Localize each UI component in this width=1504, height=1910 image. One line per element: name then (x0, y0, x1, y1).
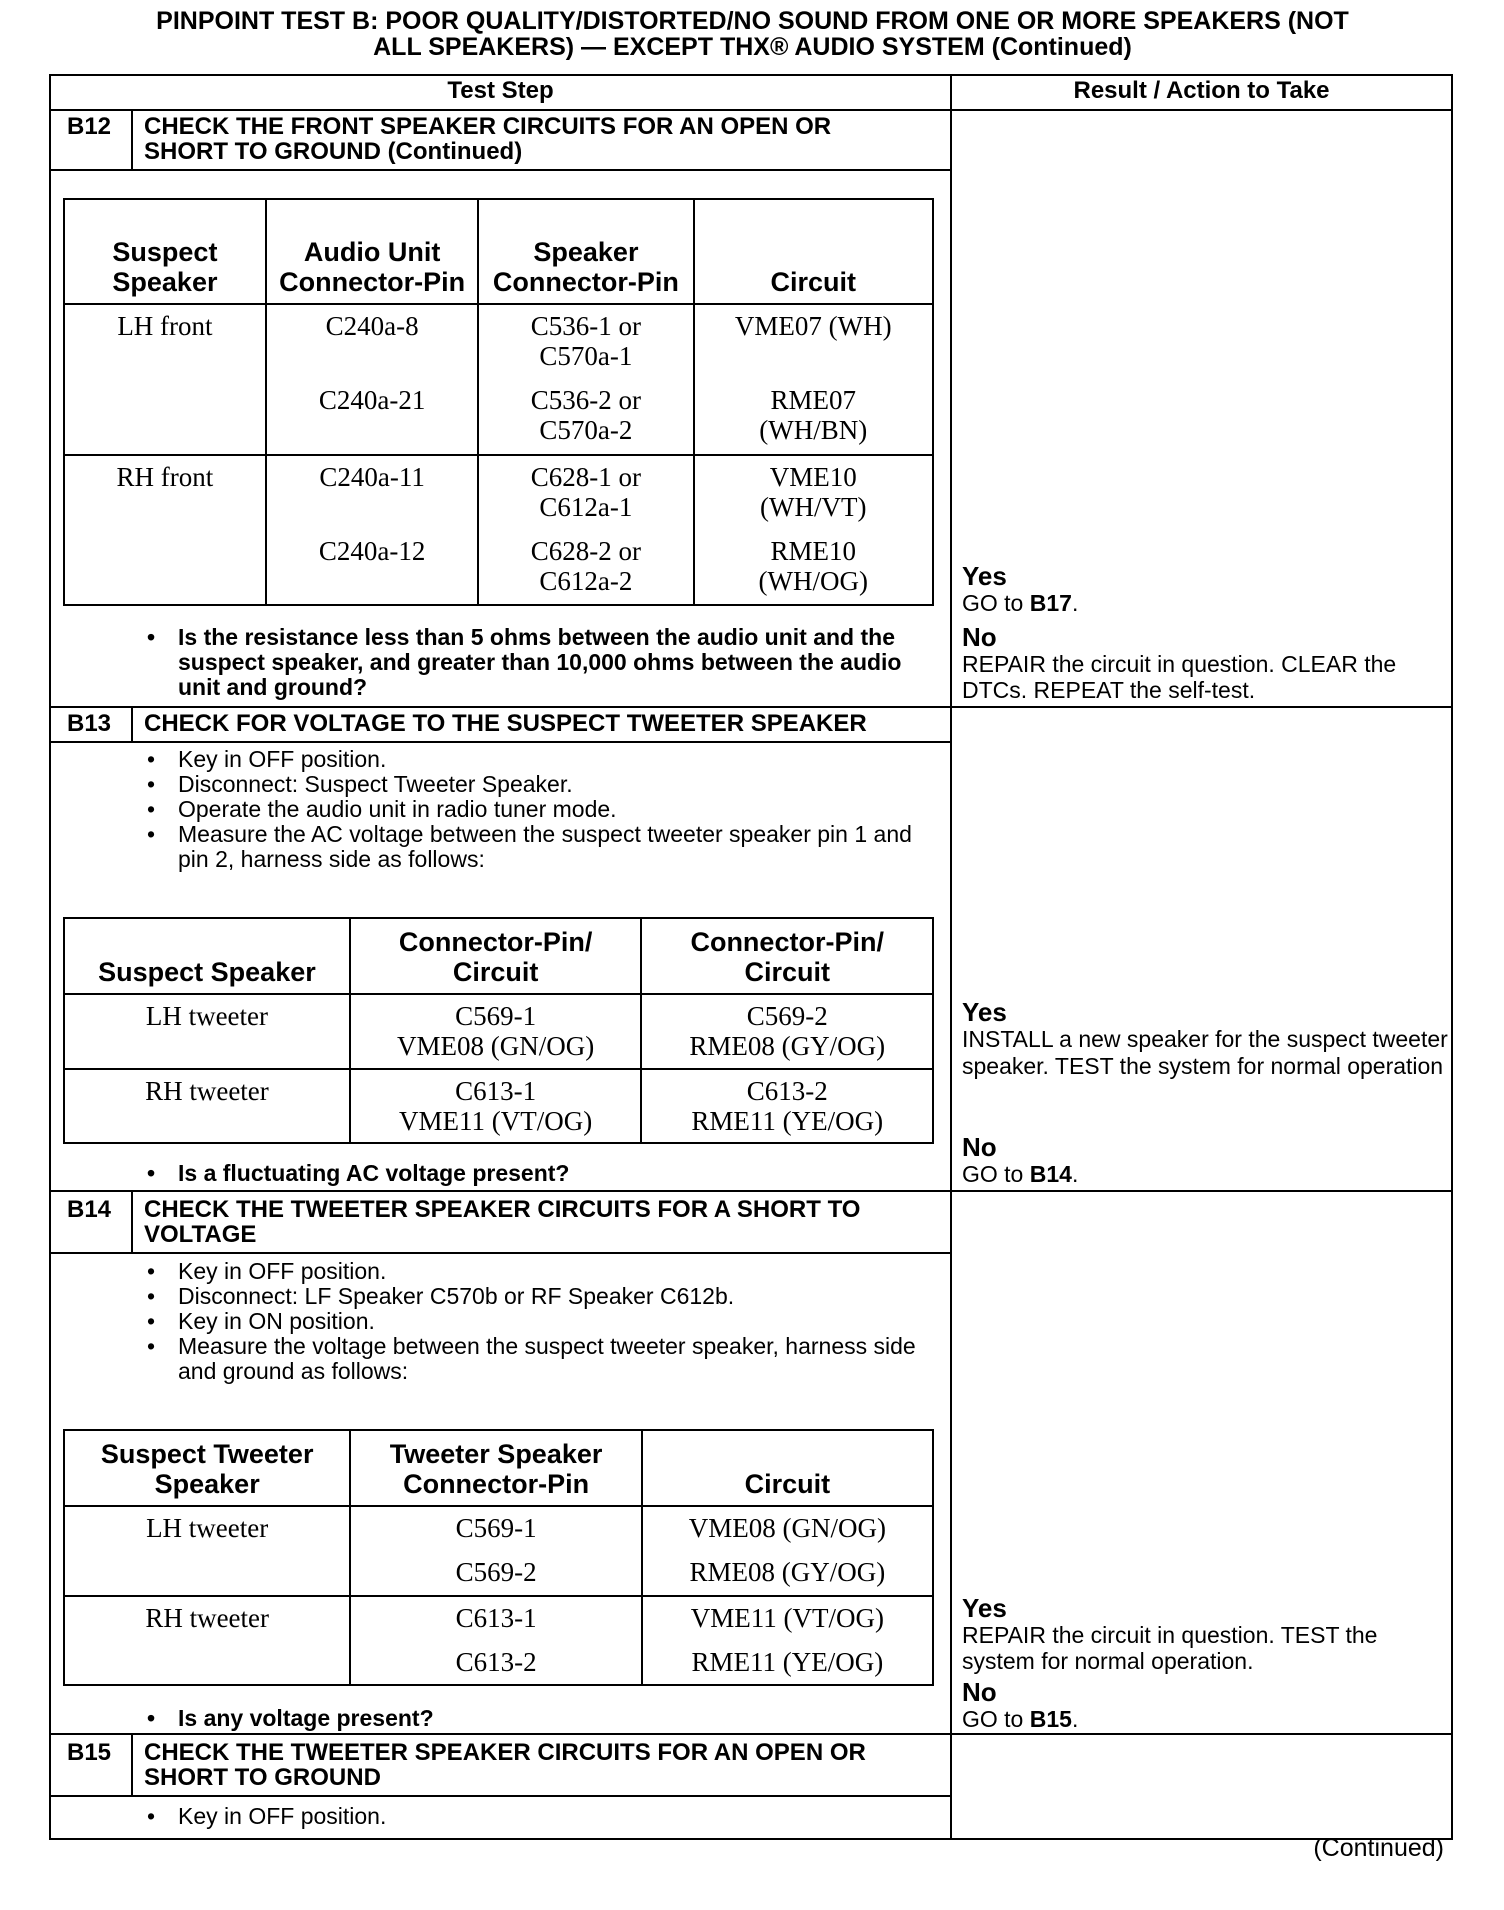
table-row (64, 1596, 933, 1686)
instruction-item: • Key in OFF position. (130, 1259, 920, 1284)
pin-cell (350, 1596, 642, 1686)
pin2-cell (641, 1069, 933, 1144)
header-test-step: Test Step (447, 77, 554, 104)
page-title-line-2: ALL SPEAKERS) — EXCEPT THX® AUDIO SYSTEM (Continued) (373, 33, 1132, 61)
table-border-right (1451, 74, 1453, 1840)
result-yes-text: REPAIR the circuit in question. TEST the system for normal operation. (962, 1622, 1378, 1674)
result-no-label: No (962, 1132, 997, 1162)
result-no-text: GO to B14. (962, 1161, 1079, 1187)
step-title-line-2: SHORT TO GROUND (144, 1764, 381, 1791)
pin1-cell (350, 1069, 642, 1144)
circuit: VME08 (GN/OG) (688, 1513, 887, 1543)
table-border-top (49, 74, 1453, 76)
step-instructions (130, 1804, 920, 1829)
col-header-suspect-speaker: Suspect Speaker (64, 918, 350, 994)
header-result: Result / Action to Take (1073, 77, 1330, 104)
page-title-line-1: PINPOINT TEST B: POOR QUALITY/DISTORTED/NO SOUND FROM ONE OR MORE SPEAKERS (NOT (156, 7, 1349, 35)
col-header-circuit: Circuit (642, 1430, 933, 1506)
connector-pin: C569-1 (455, 1001, 537, 1031)
result-yes-label: Yes (962, 561, 1007, 591)
table-row (64, 1506, 933, 1596)
instruction-item: • Key in ON position. (130, 1309, 920, 1334)
goto-b14-link[interactable]: B14 (1029, 1161, 1072, 1187)
step-instructions (130, 1259, 920, 1384)
table-row (64, 1069, 933, 1144)
no-action: GO to (962, 1706, 1024, 1732)
table-row (64, 455, 933, 606)
table-header-row (64, 199, 933, 304)
connector-pin: C569-2 (455, 1557, 537, 1587)
col-header-audio-unit-pin: Audio Unit Connector-Pin (266, 199, 478, 304)
circuit: RME08 (GY/OG) (689, 1557, 886, 1587)
circuit: VME11 (VT/OG) (690, 1602, 885, 1633)
step-title-line-1: CHECK THE TWEETER SPEAKER CIRCUITS FOR A SHORT TO (144, 1196, 861, 1223)
instruction-item: • Measure the AC voltage between the suspect tweeter speaker pin 1 and pin 2, harness side as follows: (130, 822, 920, 872)
instruction-item: • Measure the voltage between the suspect tweeter speaker, harness side and ground as follows: (130, 1334, 920, 1384)
pin-cell (350, 1506, 642, 1596)
speaker-cell: LH tweeter (64, 1506, 350, 1596)
speaker-pin-cell (478, 455, 693, 606)
audio-pin: C240a-8 (325, 311, 419, 341)
step-divider (49, 1733, 1453, 1735)
circuit-cell (642, 1596, 933, 1686)
result-no-text: REPAIR the circuit in question. CLEAR the DTCs. REPEAT the self-test. (962, 651, 1397, 703)
table-row (64, 994, 933, 1069)
table-border-bottom (49, 1838, 1453, 1840)
step-divider (49, 1190, 1453, 1192)
circuit: VME10 (WH/VT) (760, 461, 867, 522)
circuit: RME11 (YE/OG) (691, 1105, 884, 1136)
step-title (144, 1740, 866, 1790)
circuit: VME07 (WH) (734, 311, 892, 341)
step-title-divider (49, 741, 952, 743)
result-yes-text: GO to B17. (962, 590, 1079, 616)
step-id-divider (131, 109, 133, 171)
step-question: • Is any voltage present? (130, 1706, 920, 1731)
instruction-item: • Key in OFF position. (130, 1804, 920, 1829)
step-title-divider (49, 1252, 952, 1254)
speaker-cell: LH front (64, 304, 266, 455)
speaker-pin-cell (478, 304, 693, 455)
yes-action: GO to (962, 590, 1024, 616)
col-header-suspect-tweeter: Suspect Tweeter Speaker (64, 1430, 350, 1506)
goto-b15-link[interactable]: B15 (1029, 1706, 1072, 1732)
front-speaker-circuit-table (63, 198, 934, 606)
connector-pin: C613-1 (455, 1602, 537, 1633)
speaker-cell: RH front (64, 455, 266, 606)
header-divider (49, 109, 1453, 111)
step-id-divider (131, 1190, 133, 1254)
step-title-line-2: VOLTAGE (144, 1221, 257, 1248)
speaker-pin: C536-1 or C570a-1 (530, 311, 642, 371)
page-title (40, 8, 1465, 60)
table-row (64, 304, 933, 455)
circuit: RME07 (WH/BN) (759, 385, 868, 445)
col-header-connector-pin-circuit: Connector-Pin/ Circuit (641, 918, 933, 994)
instruction-item: • Disconnect: Suspect Tweeter Speaker. (130, 772, 920, 797)
step-id: B14 (67, 1196, 112, 1223)
step-title: CHECK FOR VOLTAGE TO THE SUSPECT TWEETER SPEAKER (144, 710, 867, 737)
col-header-speaker-pin: Speaker Connector-Pin (478, 199, 693, 304)
circuit: VME11 (VT/OG) (399, 1105, 593, 1136)
speaker-cell: RH tweeter (64, 1069, 350, 1144)
audio-pin-cell (266, 304, 478, 455)
circuit: RME08 (GY/OG) (689, 1031, 886, 1061)
step-id-divider (131, 1733, 133, 1797)
connector-pin: C613-2 (455, 1646, 537, 1677)
step-divider (49, 706, 1453, 708)
audio-pin-cell (266, 455, 478, 606)
tweeter-voltage-table (63, 917, 934, 1144)
circuit: RME11 (YE/OG) (691, 1646, 884, 1677)
connector-pin: C569-1 (455, 1513, 537, 1543)
column-divider (950, 74, 952, 1840)
audio-pin: C240a-11 (319, 461, 425, 492)
col-header-circuit: Circuit (694, 199, 934, 304)
col-header-suspect-speaker: Suspect Speaker (64, 199, 266, 304)
col-header-tweeter-pin: Tweeter Speaker Connector-Pin (350, 1430, 642, 1506)
step-id: B13 (67, 710, 112, 737)
audio-pin: C240a-12 (318, 535, 426, 566)
result-no-label: No (962, 1677, 997, 1707)
goto-b17-link[interactable]: B17 (1029, 590, 1072, 616)
speaker-cell: RH tweeter (64, 1596, 350, 1686)
speaker-cell: LH tweeter (64, 994, 350, 1069)
circuit-cell (642, 1506, 933, 1596)
connector-pin: C613-2 (746, 1075, 828, 1106)
result-no-text: GO to B15. (962, 1706, 1079, 1732)
circuit: RME10 (WH/OG) (758, 535, 868, 596)
step-instructions (130, 747, 920, 872)
circuit-cell (694, 304, 934, 455)
step-question: • Is a fluctuating AC voltage present? (130, 1161, 920, 1186)
step-title-line-1: CHECK THE FRONT SPEAKER CIRCUITS FOR AN OPEN OR (144, 113, 832, 140)
result-no-label: No (962, 622, 997, 652)
circuit: VME08 (GN/OG) (397, 1031, 595, 1061)
step-title-line-1: CHECK THE TWEETER SPEAKER CIRCUITS FOR AN OPEN OR (144, 1739, 866, 1766)
audio-pin: C240a-21 (318, 385, 426, 415)
connector-pin: C569-2 (746, 1001, 828, 1031)
step-id-divider (131, 706, 133, 743)
result-yes-label: Yes (962, 997, 1007, 1027)
result-yes-label: Yes (962, 1593, 1007, 1623)
table-border-left (49, 74, 51, 1840)
instruction-item: • Key in OFF position. (130, 747, 920, 772)
step-title-line-2: SHORT TO GROUND (Continued) (144, 138, 523, 165)
continued-note: (Continued) (1313, 1834, 1444, 1862)
speaker-pin: C628-1 or C612a-1 (530, 461, 642, 522)
table-header-row (64, 918, 933, 994)
step-id: B15 (67, 1739, 112, 1766)
step-title-divider (49, 1795, 952, 1797)
tweeter-short-table (63, 1429, 934, 1686)
instruction-item: • Disconnect: LF Speaker C570b or RF Speaker C612b. (130, 1284, 920, 1309)
step-title (144, 1197, 860, 1247)
step-title (144, 114, 831, 164)
speaker-pin: C536-2 or C570a-2 (530, 385, 642, 445)
speaker-pin: C628-2 or C612a-2 (530, 535, 642, 596)
pin1-cell (350, 994, 642, 1069)
circuit-cell (694, 455, 934, 606)
step-question: • Is the resistance less than 5 ohms between the audio unit and the suspect speaker, and greater than 10,000 ohms between the audio unit and ground? (130, 625, 920, 700)
instruction-item: • Operate the audio unit in radio tuner mode. (130, 797, 920, 822)
table-header-row (64, 1430, 933, 1506)
col-header-connector-pin-circuit: Connector-Pin/ Circuit (350, 918, 642, 994)
step-id: B12 (67, 113, 112, 140)
no-action: GO to (962, 1161, 1024, 1187)
pin2-cell (641, 994, 933, 1069)
step-title-divider (49, 169, 952, 171)
connector-pin: C613-1 (455, 1075, 537, 1106)
result-yes-text: INSTALL a new speaker for the suspect tweeter speaker. TEST the system for normal operation (962, 1026, 1448, 1079)
